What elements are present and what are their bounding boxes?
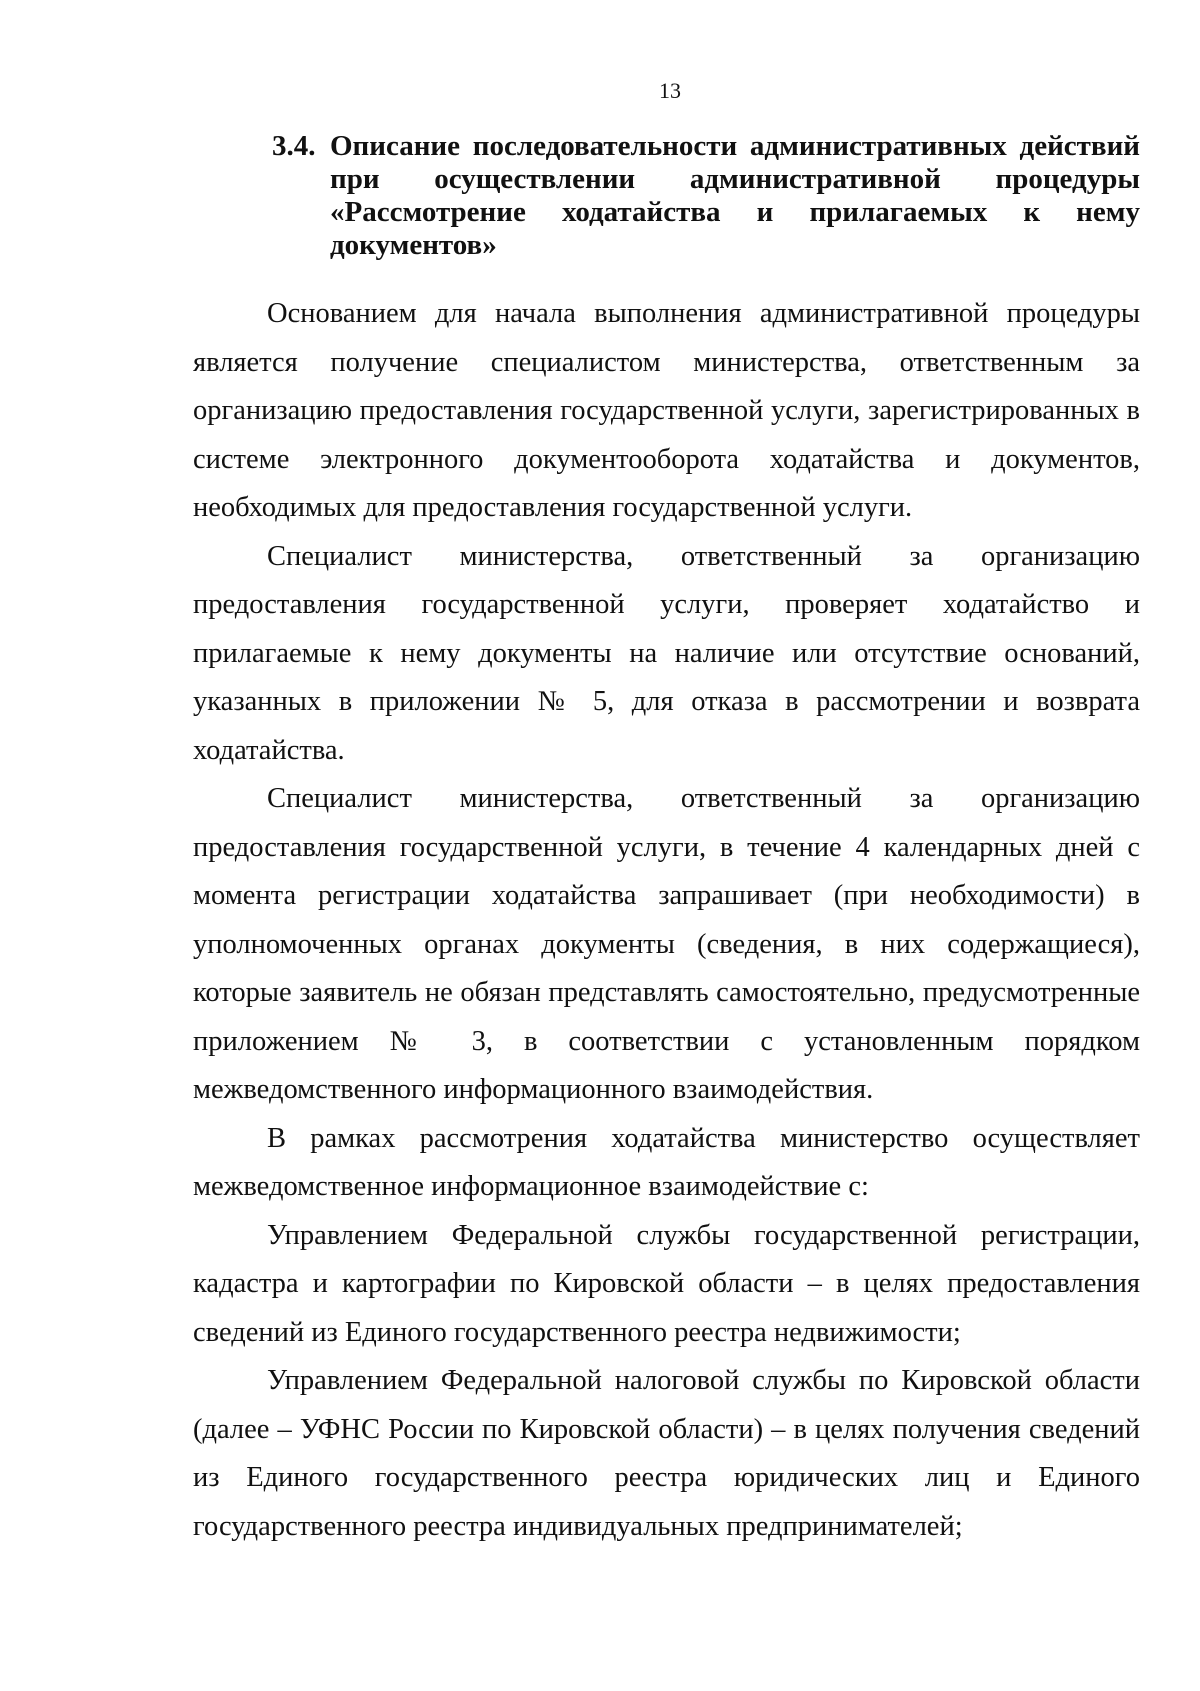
paragraph-tax-service: Управлением Федеральной налоговой службы по Кировской области (далее – УФНС России по Кировской области) – в целях получения сведений из Единого государственного реестра юридических лиц и Единого государственного реестра индивидуальных предпринимателей; bbox=[193, 1365, 1140, 1542]
paragraph-check-documents: Специалист министерства, ответственный за организацию предоставления государственной услуги, проверяет ходатайство и прилагаемые к нему документы на наличие или отсутствие оснований, указанных в приложении № 5, для отказа в рассмотрении и возврата ходатайства. bbox=[193, 540, 1140, 766]
section-title: Описание последовательности административных действий при осуществлении административной процедуры «Рассмотрение ходатайства и прилагаемых к нему документов» bbox=[330, 130, 1140, 261]
section-number: 3.4. bbox=[272, 130, 316, 162]
document-body bbox=[193, 290, 1140, 1551]
paragraph-rosreestr: Управлением Федеральной службы государственной регистрации, кадастра и картографии по Кировской области – в целях предоставления сведений из Единого государственного реестра недвижимости; bbox=[193, 1219, 1140, 1348]
paragraph-basis: Основанием для начала выполнения административной процедуры является получение специалистом министерства, ответственным за организацию предоставления государственной услуги, зарегистрированных в системе электронного документооборота ходатайства и документов, необходимых для предоставления государственной услуги. bbox=[193, 298, 1140, 523]
page-number: 13 bbox=[659, 78, 681, 103]
section-heading bbox=[272, 130, 1140, 262]
paragraph-interaction-intro: В рамках рассмотрения ходатайства министерство осуществляет межведомственное информационное взаимодействие с: bbox=[193, 1122, 1140, 1202]
paragraph-request-documents: Специалист министерства, ответственный за организацию предоставления государственной услуги, в течение 4 календарных дней с момента регистрации ходатайства запрашивает (при необходимости) в уполномоченных органах документы (сведения, в них содержащиеся), которые заявитель не обязан представлять самостоятельно, предусмотренные приложением № 3, в соответствии с установленным порядком межведомственного информационного взаимодействия. bbox=[193, 783, 1140, 1105]
